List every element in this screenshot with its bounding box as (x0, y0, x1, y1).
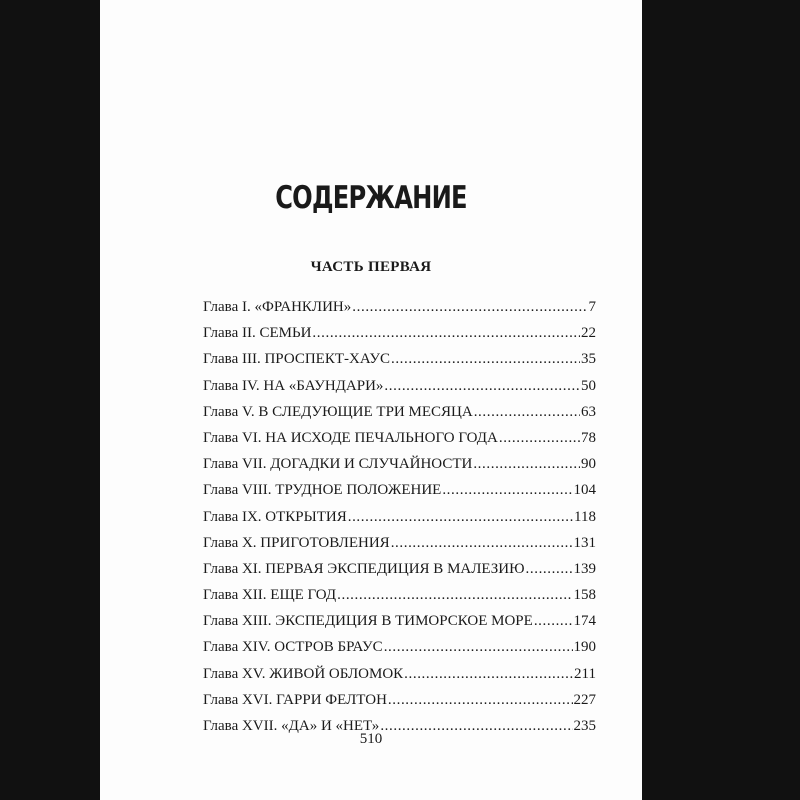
toc-leader-dots (404, 661, 573, 687)
toc-leader-dots (352, 294, 587, 320)
left-black-margin (0, 0, 100, 800)
table-of-contents (203, 294, 596, 739)
toc-leader-dots (473, 451, 580, 477)
toc-entry-label: Глава I. «ФРАНКЛИН» (203, 299, 352, 315)
toc-entry-2 (203, 320, 596, 346)
right-black-margin (642, 0, 800, 800)
toc-entry-11 (203, 556, 596, 582)
toc-entry-page: 22 (581, 325, 596, 342)
toc-entry-4 (203, 373, 596, 399)
toc-entry-page: 227 (573, 691, 596, 708)
toc-entry-page: 174 (573, 613, 596, 630)
toc-entry-page: 190 (573, 639, 596, 656)
toc-entry-label: Глава II. СЕМЬИ (203, 325, 312, 342)
page-title: СОДЕРЖАНИЕ (275, 180, 467, 216)
toc-leader-dots (384, 634, 573, 660)
toc-entry-16 (203, 687, 596, 713)
toc-entry-page: 35 (581, 351, 596, 368)
toc-entry-13 (203, 608, 596, 634)
toc-entry-9 (203, 504, 596, 530)
toc-entry-page: 50 (581, 377, 596, 394)
toc-leader-dots (442, 477, 572, 503)
part-heading: ЧАСТЬ ПЕРВАЯ (310, 259, 432, 275)
toc-entry-label: Глава IX. ОТКРЫТИЯ (203, 508, 347, 525)
toc-leader-dots (526, 556, 573, 582)
toc-entry-label: Глава III. ПРОСПЕКТ-ХАУС (203, 351, 390, 368)
toc-entry-label: Глава XI. ПЕРВАЯ ЭКСПЕДИЦИЯ В МАЛЕЗИЮ (203, 560, 525, 577)
toc-entry-15 (203, 661, 596, 687)
toc-leader-dots (337, 582, 572, 608)
toc-leader-dots (388, 687, 573, 713)
toc-entry-label: Глава VI. НА ИСХОДЕ ПЕЧАЛЬНОГО ГОДА (203, 429, 498, 446)
toc-entry-10 (203, 530, 596, 556)
toc-entry-page: 104 (573, 482, 596, 499)
toc-entry-1 (203, 294, 596, 320)
toc-leader-dots (391, 530, 573, 556)
toc-leader-dots (474, 399, 580, 425)
toc-entry-label: Глава V. В СЛЕДУЮЩИЕ ТРИ МЕСЯЦА (203, 403, 473, 420)
toc-entry-page: 78 (581, 429, 596, 446)
toc-entry-label: Глава XVI. ГАРРИ ФЕЛТОН (203, 691, 387, 708)
toc-entry-label: Глава VII. ДОГАДКИ И СЛУЧАЙНОСТИ (203, 456, 473, 473)
toc-entry-14 (203, 634, 596, 660)
toc-entry-7 (203, 451, 596, 477)
toc-entry-label: Глава XII. ЕЩЕ ГОД (203, 587, 337, 604)
toc-leader-dots (312, 320, 580, 346)
toc-leader-dots (534, 608, 573, 634)
toc-entry-label: Глава VIII. ТРУДНОЕ ПОЛОЖЕНИЕ (203, 482, 442, 499)
toc-entry-label: Глава XVII. «ДА» И «НЕТ» (203, 718, 380, 734)
toc-entry-page: 131 (573, 534, 596, 551)
toc-entry-label: Глава IV. НА «БАУНДАРИ» (203, 377, 384, 394)
toc-leader-dots (348, 504, 573, 530)
toc-entry-page: 7 (588, 299, 596, 315)
toc-entry-page: 118 (574, 508, 596, 525)
toc-entry-5 (203, 399, 596, 425)
book-page (100, 0, 642, 800)
toc-entry-label: Глава X. ПРИГОТОВЛЕНИЯ (203, 534, 390, 551)
toc-entry-page: 63 (581, 403, 596, 420)
toc-entry-label: Глава XIII. ЭКСПЕДИЦИЯ В ТИМОРСКОЕ МОРЕ (203, 613, 533, 630)
toc-entry-page: 139 (573, 560, 596, 577)
toc-entry-page: 211 (574, 665, 596, 682)
toc-leader-dots (384, 373, 580, 399)
toc-entry-page: 90 (581, 456, 596, 473)
page-number: 510 (359, 731, 383, 747)
toc-leader-dots (391, 346, 580, 372)
toc-leader-dots (499, 425, 580, 451)
toc-entry-page: 235 (573, 718, 596, 734)
toc-entry-page: 158 (573, 587, 596, 604)
toc-entry-12 (203, 582, 596, 608)
toc-entry-6 (203, 425, 596, 451)
toc-entry-8 (203, 477, 596, 503)
toc-entry-3 (203, 346, 596, 372)
toc-entry-label: Глава XIV. ОСТРОВ БРАУС (203, 639, 383, 656)
toc-entry-label: Глава XV. ЖИВОЙ ОБЛОМОК (203, 665, 404, 682)
